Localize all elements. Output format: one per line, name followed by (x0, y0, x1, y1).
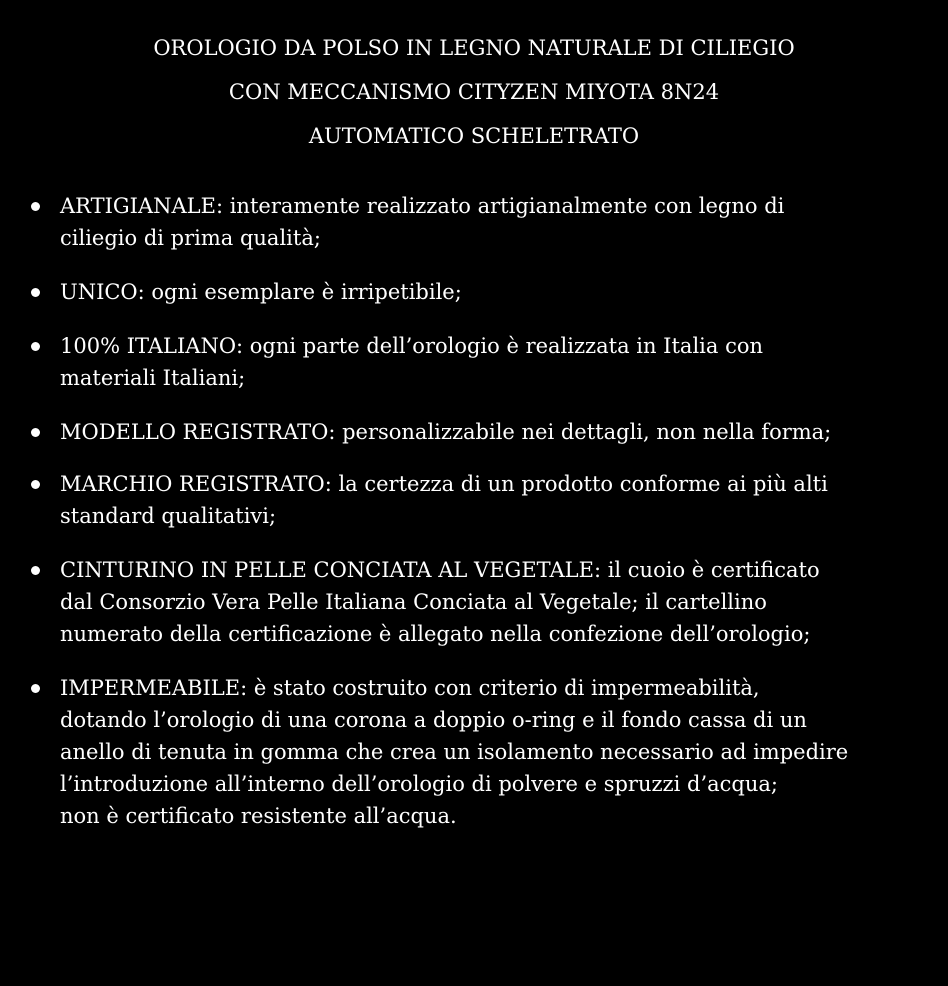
bullet-icon (31, 342, 40, 351)
feature-text-line: ciliegio di prima qualità; (60, 226, 321, 250)
product-title-line-2: CON MECCANISMO CITYZEN MIYOTA 8N24 (228, 80, 720, 104)
feature-text-line: non è certificato resistente all’acqua. (60, 804, 457, 828)
feature-text-line: materiali Italiani; (60, 366, 246, 390)
feature-text (60, 468, 946, 532)
feature-text (60, 276, 946, 308)
feature-text (60, 190, 946, 254)
feature-item-impermeabile (28, 672, 946, 832)
feature-text-line: MODELLO REGISTRATO: personalizzabile nei dettagli, non nella forma; (60, 420, 832, 444)
feature-item-cinturino (28, 554, 946, 650)
feature-item-unico (28, 276, 946, 308)
feature-text-line: numerato della certificazione è allegato nella confezione dell’orologio; (60, 622, 811, 646)
feature-text-line: 100% ITALIANO: ogni parte dell’orologio è realizzata in Italia con (60, 334, 763, 358)
feature-item-artigianale (28, 190, 946, 254)
feature-text-line: IMPERMEABILE: è stato costruito con criterio di impermeabilità, (60, 676, 760, 700)
bullet-icon (31, 684, 40, 693)
product-title (0, 26, 948, 158)
product-title-line-3: AUTOMATICO SCHELETRATO (308, 124, 640, 148)
bullet-icon (31, 428, 40, 437)
feature-text (60, 416, 946, 448)
feature-text-line: ARTIGIANALE: interamente realizzato artigianalmente con legno di (60, 194, 785, 218)
product-title-line-1: OROLOGIO DA POLSO IN LEGNO NATURALE DI CILIEGIO (153, 36, 795, 60)
feature-list (28, 190, 946, 854)
feature-text (60, 672, 946, 832)
feature-text (60, 330, 946, 394)
feature-text-line: anello di tenuta in gomma che crea un isolamento necessario ad impedire (60, 740, 849, 764)
feature-item-italiano (28, 330, 946, 394)
feature-item-marchio-registrato (28, 468, 946, 532)
feature-text-line: MARCHIO REGISTRATO: la certezza di un prodotto conforme ai più alti (60, 472, 828, 496)
feature-text (60, 554, 946, 650)
feature-text-line: dal Consorzio Vera Pelle Italiana Conciata al Vegetale; il cartellino (60, 590, 767, 614)
feature-text-line: l’introduzione all’interno dell’orologio di polvere e spruzzi d’acqua; (60, 772, 778, 796)
feature-item-modello-registrato (28, 416, 946, 448)
bullet-icon (31, 288, 40, 297)
feature-text-line: CINTURINO IN PELLE CONCIATA AL VEGETALE: il cuoio è certificato (60, 558, 820, 582)
feature-text-line: dotando l’orologio di una corona a doppio o-ring e il fondo cassa di un (60, 708, 807, 732)
bullet-icon (31, 566, 40, 575)
feature-text-line: UNICO: ogni esemplare è irripetibile; (60, 280, 462, 304)
bullet-icon (31, 480, 40, 489)
feature-text-line: standard qualitativi; (60, 504, 277, 528)
bullet-icon (31, 202, 40, 211)
